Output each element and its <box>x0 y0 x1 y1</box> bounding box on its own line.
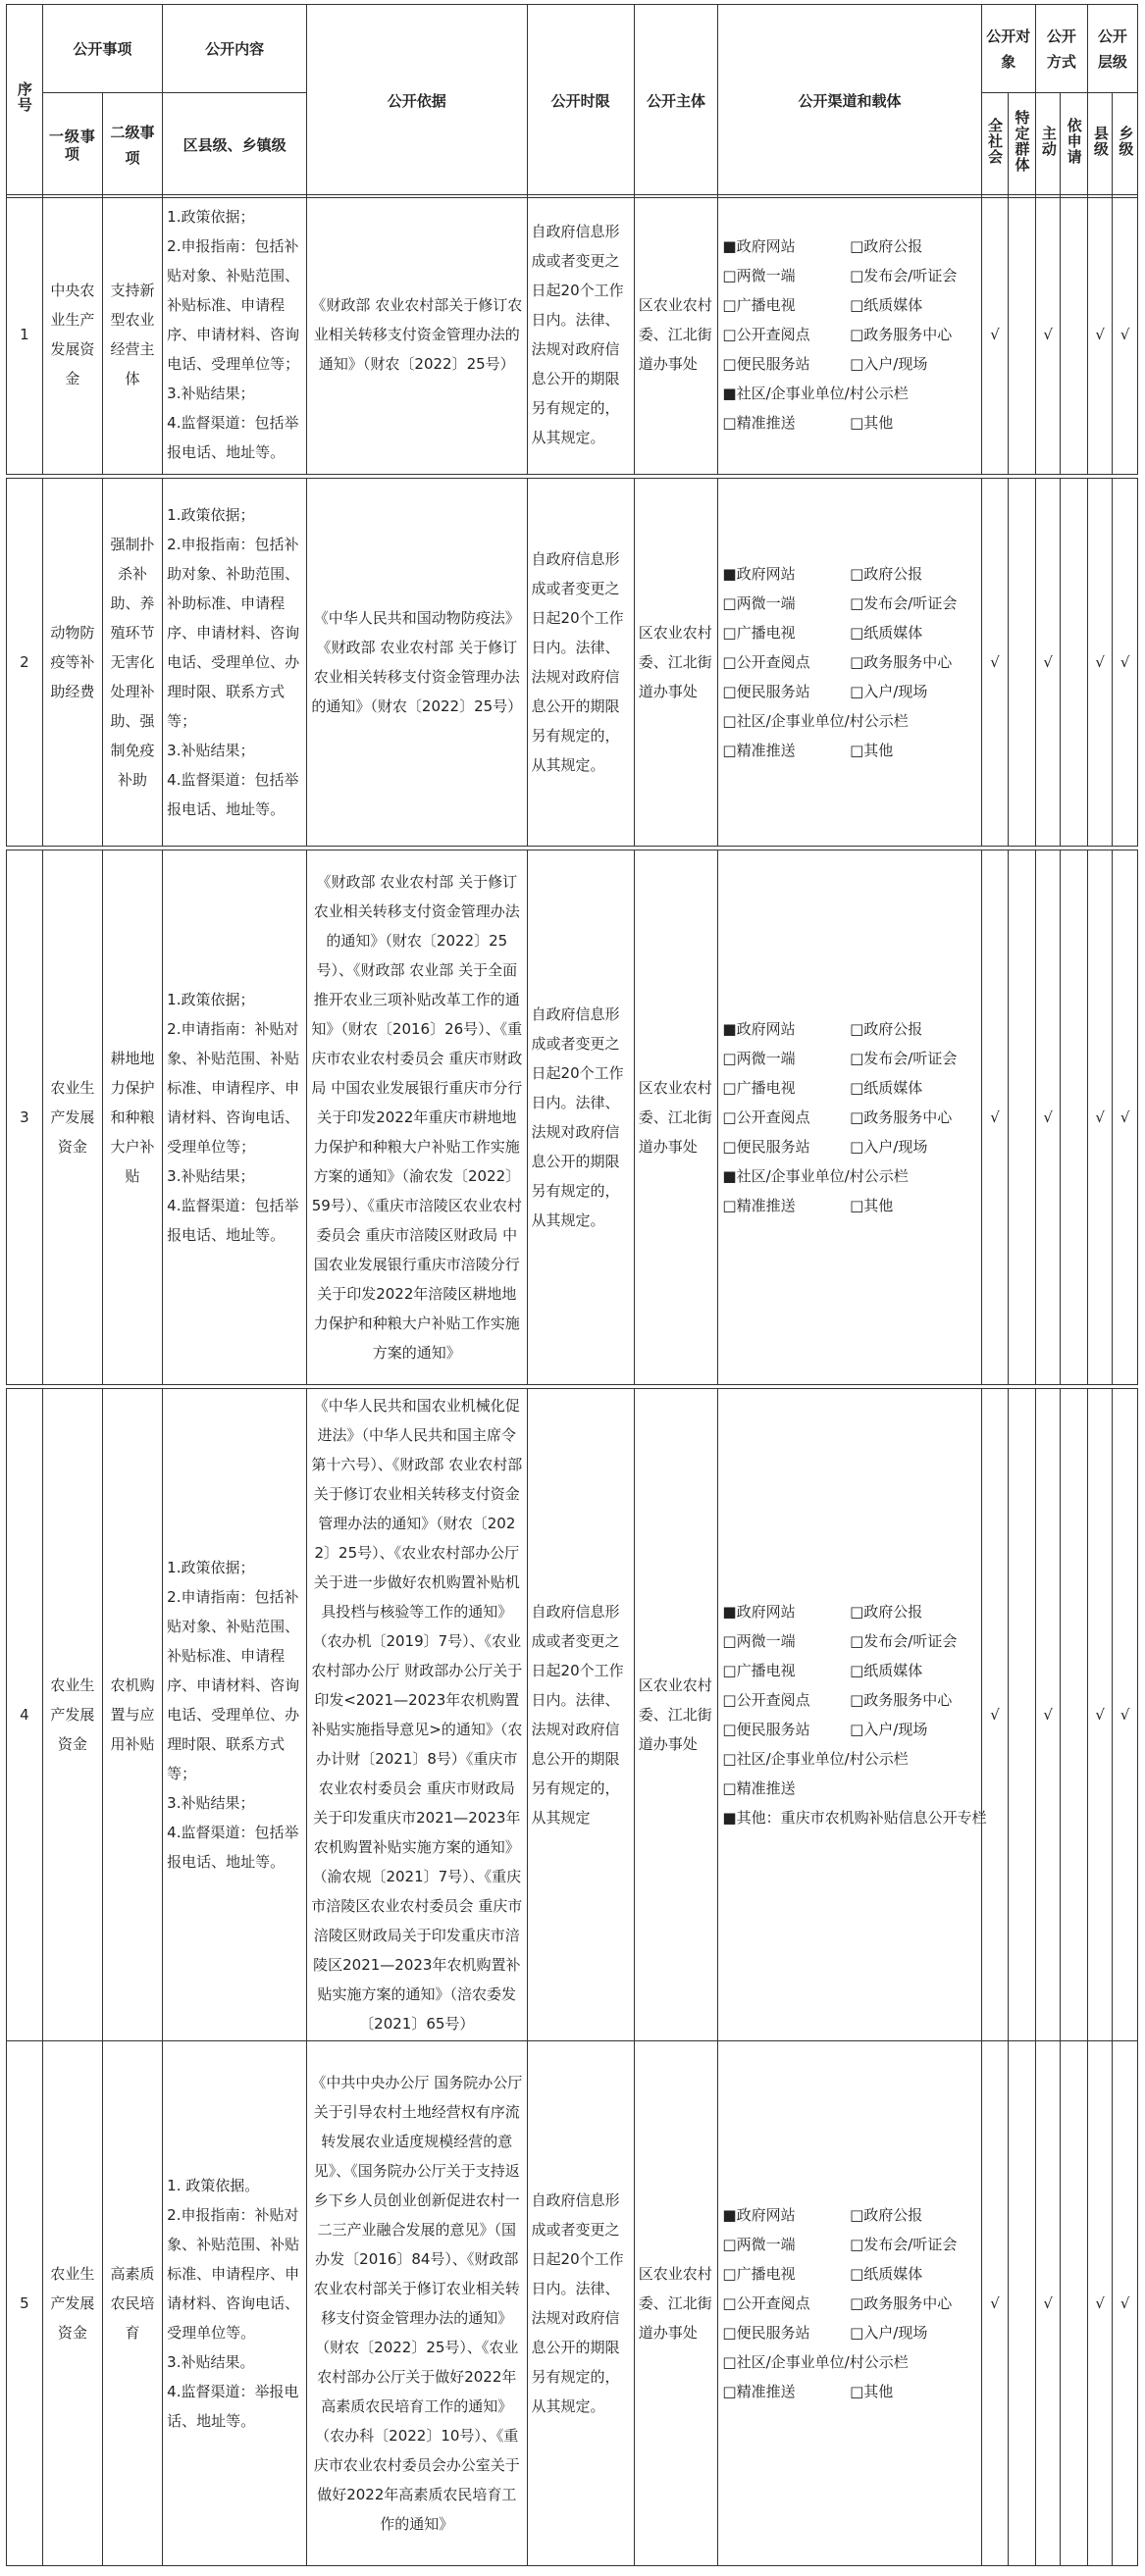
channel-list <box>722 1599 987 1830</box>
content-line: 1. 政策依据。 <box>167 2177 260 2194</box>
content-line: 3.补贴结果； <box>167 1167 255 1185</box>
col-content-sub: 区县级、乡镇级 <box>163 93 307 198</box>
channel-option: □发布会/听证会 <box>850 594 958 612</box>
row-basis: 《财政部 农业农村部 关于修订农业相关转移支付资金管理办法的通知》（财农〔2022〕25号）、《财政部 农业部 关于全面推开农业三项补贴改革工作的通知》（财农〔2016〕26号）、《重庆市农业农村委员会 重庆市财政局 中国农业发展银行重庆市分行 关于印发2022年重庆市耕地地力保护和种粮大户补贴工作实施方案的通知》（渝农发〔2022〕59号）、《重庆市涪陵区农业农村委员会 重庆市涪陵区财政局 中国农业发展银行重庆市涪陵分行 关于印发2022年涪陵区耕地地力保护和种粮大户补贴工作实施方案的通知》 <box>307 850 527 1385</box>
channel-option: □政府公报 <box>850 237 923 255</box>
channel-option: □政务服务中心 <box>850 1108 953 1126</box>
channel-option: □便民服务站 <box>722 1138 810 1156</box>
table-row <box>6 1388 1138 2041</box>
channel-option: □公开查阅点 <box>722 1691 810 1709</box>
row-item-l1: 中央农业生产发展资金 <box>42 195 102 475</box>
channel-option: □公开查阅点 <box>722 653 810 671</box>
row-basis: 《中华人民共和国农业机械化促进法》（中华人民共和国主席令第十六号）、《财政部 农业农村部关于修订农业相关转移支付资金管理办法的通知》（财农〔2022〕25号）、《农业农村部办公厅关于进一步做好农机购置补贴机具投档与核验等工作的通知》（农办机〔2019〕7号）、《农业农村部办公厅 财政部办公厅关于印发<2021—2023年农机购置补贴实施指导意见>的通知》（农办计财〔2021〕8号）《重庆市农业农村委员会 重庆市财政局 关于印发重庆市2021—2023年农机购置补贴实施方案的通知》（渝农规〔2021〕7号）、《重庆市涪陵区农业农村委员会 重庆市涪陵区财政局关于印发重庆市涪陵区2021—2023年农机购置补贴实施方案的通知》（涪农委发〔2021〕65号） <box>307 1389 527 2041</box>
col-target: 公开对象 <box>981 5 1035 93</box>
row-request-mark <box>1061 850 1088 1385</box>
content-line: 2.申请指南：补贴对象、补贴范围、补贴标准、申请程序、申请材料、咨询电话、受理单位等； <box>167 1020 300 1156</box>
channel-option: ■社区/企事业单位/村公示栏 <box>722 1167 909 1185</box>
channel-option: ■政府网站 <box>722 565 796 583</box>
col-method: 公开方式 <box>1035 5 1087 93</box>
row-active-mark: √ <box>1035 195 1061 475</box>
row-target-specific-mark <box>1009 850 1036 1385</box>
channel-option: □发布会/听证会 <box>850 1632 958 1650</box>
col-content: 公开内容 <box>163 5 307 93</box>
col-item-l1: 一级事项 <box>42 93 102 198</box>
channel-option: □发布会/听证会 <box>850 267 958 284</box>
channel-option: ■政府网站 <box>722 1603 796 1621</box>
row-channels <box>718 850 981 1385</box>
channel-option: ■其他：重庆市农机购补贴信息公开专栏 <box>722 1809 987 1827</box>
channel-option: □两微一端 <box>722 267 796 284</box>
channel-option: □便民服务站 <box>722 1721 810 1738</box>
row-active-mark: √ <box>1035 1389 1061 2041</box>
channel-option: □广播电视 <box>722 624 796 642</box>
channel-option: □两微一端 <box>722 594 796 612</box>
row-town-mark: √ <box>1113 2041 1138 2566</box>
row-target-specific-mark <box>1009 1389 1036 2041</box>
row-time: 自政府信息形成或者变更之日起20个工作日内。法律、法规对政府信息公开的期限另有规定的，从其规定 <box>527 1389 634 2041</box>
content-line: 2.申报指南：补贴对象、补贴范围、补贴标准、申请程序、申请材料、咨询电话、受理单位等。 <box>167 2206 300 2342</box>
row-target-all-mark: √ <box>981 195 1009 475</box>
content-line: 3.补贴结果； <box>167 385 255 402</box>
channel-option: □入户/现场 <box>850 1721 928 1738</box>
row-active-mark: √ <box>1035 479 1061 847</box>
channel-option: □入户/现场 <box>850 683 928 700</box>
content-line: 4.监督渠道：包括举报电话、地址等。 <box>167 771 299 818</box>
col-time: 公开时限 <box>527 5 634 198</box>
channel-option: □便民服务站 <box>722 2324 810 2342</box>
row-channels <box>718 479 981 847</box>
table-row <box>6 2040 1138 2566</box>
row-item-l1: 动物防疫等补助经费 <box>42 479 102 847</box>
channel-list <box>722 1016 976 1218</box>
channel-list <box>722 233 976 436</box>
channel-option: □入户/现场 <box>850 355 928 373</box>
row-item-l2: 耕地地力保护和种粮大户补贴 <box>102 850 162 1385</box>
table-row <box>6 194 1138 475</box>
channel-option: □两微一端 <box>722 1050 796 1067</box>
channel-option: □公开查阅点 <box>722 2294 810 2312</box>
row-seq: 1 <box>7 195 43 475</box>
channel-option: □纸质媒体 <box>850 296 923 314</box>
row-time: 自政府信息形成或者变更之日起20个工作日内。法律、法规对政府信息公开的期限另有规定的，从其规定。 <box>527 850 634 1385</box>
col-item-l2: 二级事项 <box>102 93 162 198</box>
row-subject: 区农业农村委、江北街道办事处 <box>634 195 718 475</box>
row-item-l2: 农机购置与应用补贴 <box>102 1389 162 2041</box>
row-target-all-mark: √ <box>981 1389 1009 2041</box>
channel-option: □便民服务站 <box>722 355 810 373</box>
channel-option: □其他 <box>850 414 894 432</box>
channel-option: □社区/企事业单位/村公示栏 <box>722 712 909 730</box>
row-seq: 3 <box>7 850 43 1385</box>
channel-option: □精准推送 <box>722 414 796 432</box>
table-header <box>6 4 1138 198</box>
col-seq: 序号 <box>7 5 43 198</box>
channel-option: □广播电视 <box>722 1662 796 1679</box>
channel-option: □政府公报 <box>850 1020 923 1038</box>
row-target-all-mark: √ <box>981 2041 1009 2566</box>
row-town-mark: √ <box>1113 195 1138 475</box>
content-line: 3.补贴结果； <box>167 742 255 759</box>
channel-option: □发布会/听证会 <box>850 2236 958 2253</box>
channel-option: □政务服务中心 <box>850 1691 953 1709</box>
col-level-county: 县级 <box>1087 93 1113 198</box>
channel-option: □政务服务中心 <box>850 2294 953 2312</box>
col-basis: 公开依据 <box>307 5 527 198</box>
row-seq: 5 <box>7 2041 43 2566</box>
row-county-mark: √ <box>1087 1389 1113 2041</box>
row-content <box>163 195 307 475</box>
row-county-mark: √ <box>1087 195 1113 475</box>
channel-option: □精准推送 <box>722 2383 796 2400</box>
row-basis: 《财政部 农业农村部关于修订农业相关转移支付资金管理办法的通知》（财农〔2022〕25号） <box>307 195 527 475</box>
channel-option: □两微一端 <box>722 2236 796 2253</box>
row-subject: 区农业农村委、江北街道办事处 <box>634 1389 718 2041</box>
channel-list <box>722 561 976 763</box>
channel-option: □精准推送 <box>722 742 796 759</box>
channel-option: □政务服务中心 <box>850 653 953 671</box>
channel-option: □社区/企事业单位/村公示栏 <box>722 2353 909 2371</box>
channel-option: □发布会/听证会 <box>850 1050 958 1067</box>
row-request-mark <box>1061 2041 1088 2566</box>
row-item-l1: 农业生产发展资金 <box>42 2041 102 2566</box>
row-request-mark <box>1061 195 1088 475</box>
row-content <box>163 2041 307 2566</box>
row-town-mark: √ <box>1113 479 1138 847</box>
row-content <box>163 850 307 1385</box>
content-line: 2.申报指南：包括补贴对象、补贴范围、补贴标准、申请程序、申请材料、咨询电话、受理单位等； <box>167 237 300 373</box>
row-subject: 区农业农村委、江北街道办事处 <box>634 850 718 1385</box>
channel-option: ■政府网站 <box>722 1020 796 1038</box>
content-line: 4.监督渠道：包括举报电话、地址等。 <box>167 1824 299 1871</box>
row-active-mark: √ <box>1035 2041 1061 2566</box>
row-target-all-mark: √ <box>981 479 1009 847</box>
content-line: 1.政策依据； <box>167 506 255 524</box>
row-channels <box>718 195 981 475</box>
row-time: 自政府信息形成或者变更之日起20个工作日内。法律、法规对政府信息公开的期限另有规定的，从其规定。 <box>527 195 634 475</box>
channel-option: □广播电视 <box>722 2265 796 2283</box>
row-county-mark: √ <box>1087 2041 1113 2566</box>
col-target-specific: 特定群体 <box>1009 93 1036 198</box>
channel-option: □入户/现场 <box>850 1138 928 1156</box>
row-target-specific-mark <box>1009 479 1036 847</box>
row-subject: 区农业农村委、江北街道办事处 <box>634 479 718 847</box>
row-town-mark: √ <box>1113 850 1138 1385</box>
channel-option: □纸质媒体 <box>850 1662 923 1679</box>
channel-option: □精准推送 <box>722 1197 796 1214</box>
channel-option: □其他 <box>850 2383 894 2400</box>
row-seq: 4 <box>7 1389 43 2041</box>
content-line: 1.政策依据； <box>167 1559 255 1576</box>
content-line: 3.补贴结果。 <box>167 2353 255 2371</box>
row-subject: 区农业农村委、江北街道办事处 <box>634 2041 718 2566</box>
row-channels <box>718 1389 987 2041</box>
row-item-l1: 农业生产发展资金 <box>42 850 102 1385</box>
row-target-specific-mark <box>1009 2041 1036 2566</box>
channel-option: □公开查阅点 <box>722 326 810 343</box>
channel-option: □精准推送 <box>722 1779 796 1797</box>
row-target-specific-mark <box>1009 195 1036 475</box>
col-level: 公开层级 <box>1087 5 1137 93</box>
row-time: 自政府信息形成或者变更之日起20个工作日内。法律、法规对政府信息公开的期限另有规定的，从其规定。 <box>527 2041 634 2566</box>
channel-option: □政府公报 <box>850 565 923 583</box>
channel-option: ■政府网站 <box>722 237 796 255</box>
col-channel: 公开渠道和载体 <box>718 5 981 198</box>
content-line: 2.申请指南：包括补贴对象、补贴范围、补贴标准、申请程序、申请材料、咨询电话、受理单位、办理时限、联系方式等； <box>167 1588 300 1782</box>
row-request-mark <box>1061 479 1088 847</box>
row-item-l2: 高素质农民培育 <box>102 2041 162 2566</box>
row-item-l2: 强制扑杀补助、养殖环节无害化处理补助、强制免疫补助 <box>102 479 162 847</box>
row-channels <box>718 2041 981 2566</box>
row-content <box>163 479 307 847</box>
channel-option: □其他 <box>850 1197 894 1214</box>
col-method-active: 主动 <box>1035 93 1061 198</box>
col-subject: 公开主体 <box>634 5 718 198</box>
channel-list <box>722 2202 976 2404</box>
channel-option: □政府公报 <box>850 1603 923 1621</box>
channel-option: □政府公报 <box>850 2206 923 2224</box>
col-target-all: 全社会 <box>981 93 1009 198</box>
content-line: 2.申报指南：包括补助对象、补助范围、补助标准、申请程序、申请材料、咨询电话、受理单位、办理时限、联系方式等； <box>167 536 300 730</box>
channel-option: □广播电视 <box>722 1079 796 1097</box>
col-item: 公开事项 <box>42 5 162 93</box>
channel-option: □便民服务站 <box>722 683 810 700</box>
row-basis: 《中共中央办公厅 国务院办公厅关于引导农村土地经营权有序流转发展农业适度规模经营的意见》、《国务院办公厅关于支持返乡下乡人员创业创新促进农村一二三产业融合发展的意见》（国办发〔2016〕84号）、《财政部 农业农村部关于修订农业相关转移支付资金管理办法的通知》（财农〔2022〕25号）、《农业农村部办公厅关于做好2022年高素质农民培育工作的通知》（农办科〔2022〕10号）、《重庆市农业农村委员会办公室关于做好2022年高素质农民培育工作的通知》 <box>307 2041 527 2566</box>
row-item-l2: 支持新型农业经营主体 <box>102 195 162 475</box>
row-content <box>163 1389 307 2041</box>
channel-option: □社区/企事业单位/村公示栏 <box>722 1750 909 1768</box>
channel-option: □两微一端 <box>722 1632 796 1650</box>
channel-option: □纸质媒体 <box>850 1079 923 1097</box>
channel-option: □入户/现场 <box>850 2324 928 2342</box>
channel-option: □纸质媒体 <box>850 2265 923 2283</box>
channel-option: □公开查阅点 <box>722 1108 810 1126</box>
channel-option: □纸质媒体 <box>850 624 923 642</box>
channel-option: □政务服务中心 <box>850 326 953 343</box>
row-county-mark: √ <box>1087 479 1113 847</box>
row-town-mark: √ <box>1113 1389 1138 2041</box>
row-seq: 2 <box>7 479 43 847</box>
row-time: 自政府信息形成或者变更之日起20个工作日内。法律、法规对政府信息公开的期限另有规定的，从其规定。 <box>527 479 634 847</box>
row-county-mark: √ <box>1087 850 1113 1385</box>
content-line: 1.政策依据； <box>167 208 255 226</box>
channel-option: □其他 <box>850 742 894 759</box>
content-line: 3.补贴结果； <box>167 1794 255 1812</box>
channel-option: ■政府网站 <box>722 2206 796 2224</box>
col-level-town: 乡级 <box>1113 93 1138 198</box>
row-item-l1: 农业生产发展资金 <box>42 1389 102 2041</box>
content-line: 4.监督渠道：包括举报电话、地址等。 <box>167 414 299 461</box>
row-active-mark: √ <box>1035 850 1061 1385</box>
content-line: 4.监督渠道：包括举报电话、地址等。 <box>167 1197 299 1244</box>
table-row <box>6 478 1138 847</box>
row-basis: 《中华人民共和国动物防疫法》《财政部 农业农村部 关于修订农业相关转移支付资金管理办法的通知》（财农〔2022〕25号） <box>307 479 527 847</box>
channel-option: ■社区/企事业单位/村公示栏 <box>722 385 909 402</box>
content-line: 4.监督渠道：举报电话、地址等。 <box>167 2383 299 2430</box>
col-method-request: 依申请 <box>1061 93 1088 198</box>
row-target-all-mark: √ <box>981 850 1009 1385</box>
content-line: 1.政策依据； <box>167 991 255 1008</box>
table-row <box>6 850 1138 1385</box>
channel-option: □广播电视 <box>722 296 796 314</box>
row-request-mark <box>1061 1389 1088 2041</box>
